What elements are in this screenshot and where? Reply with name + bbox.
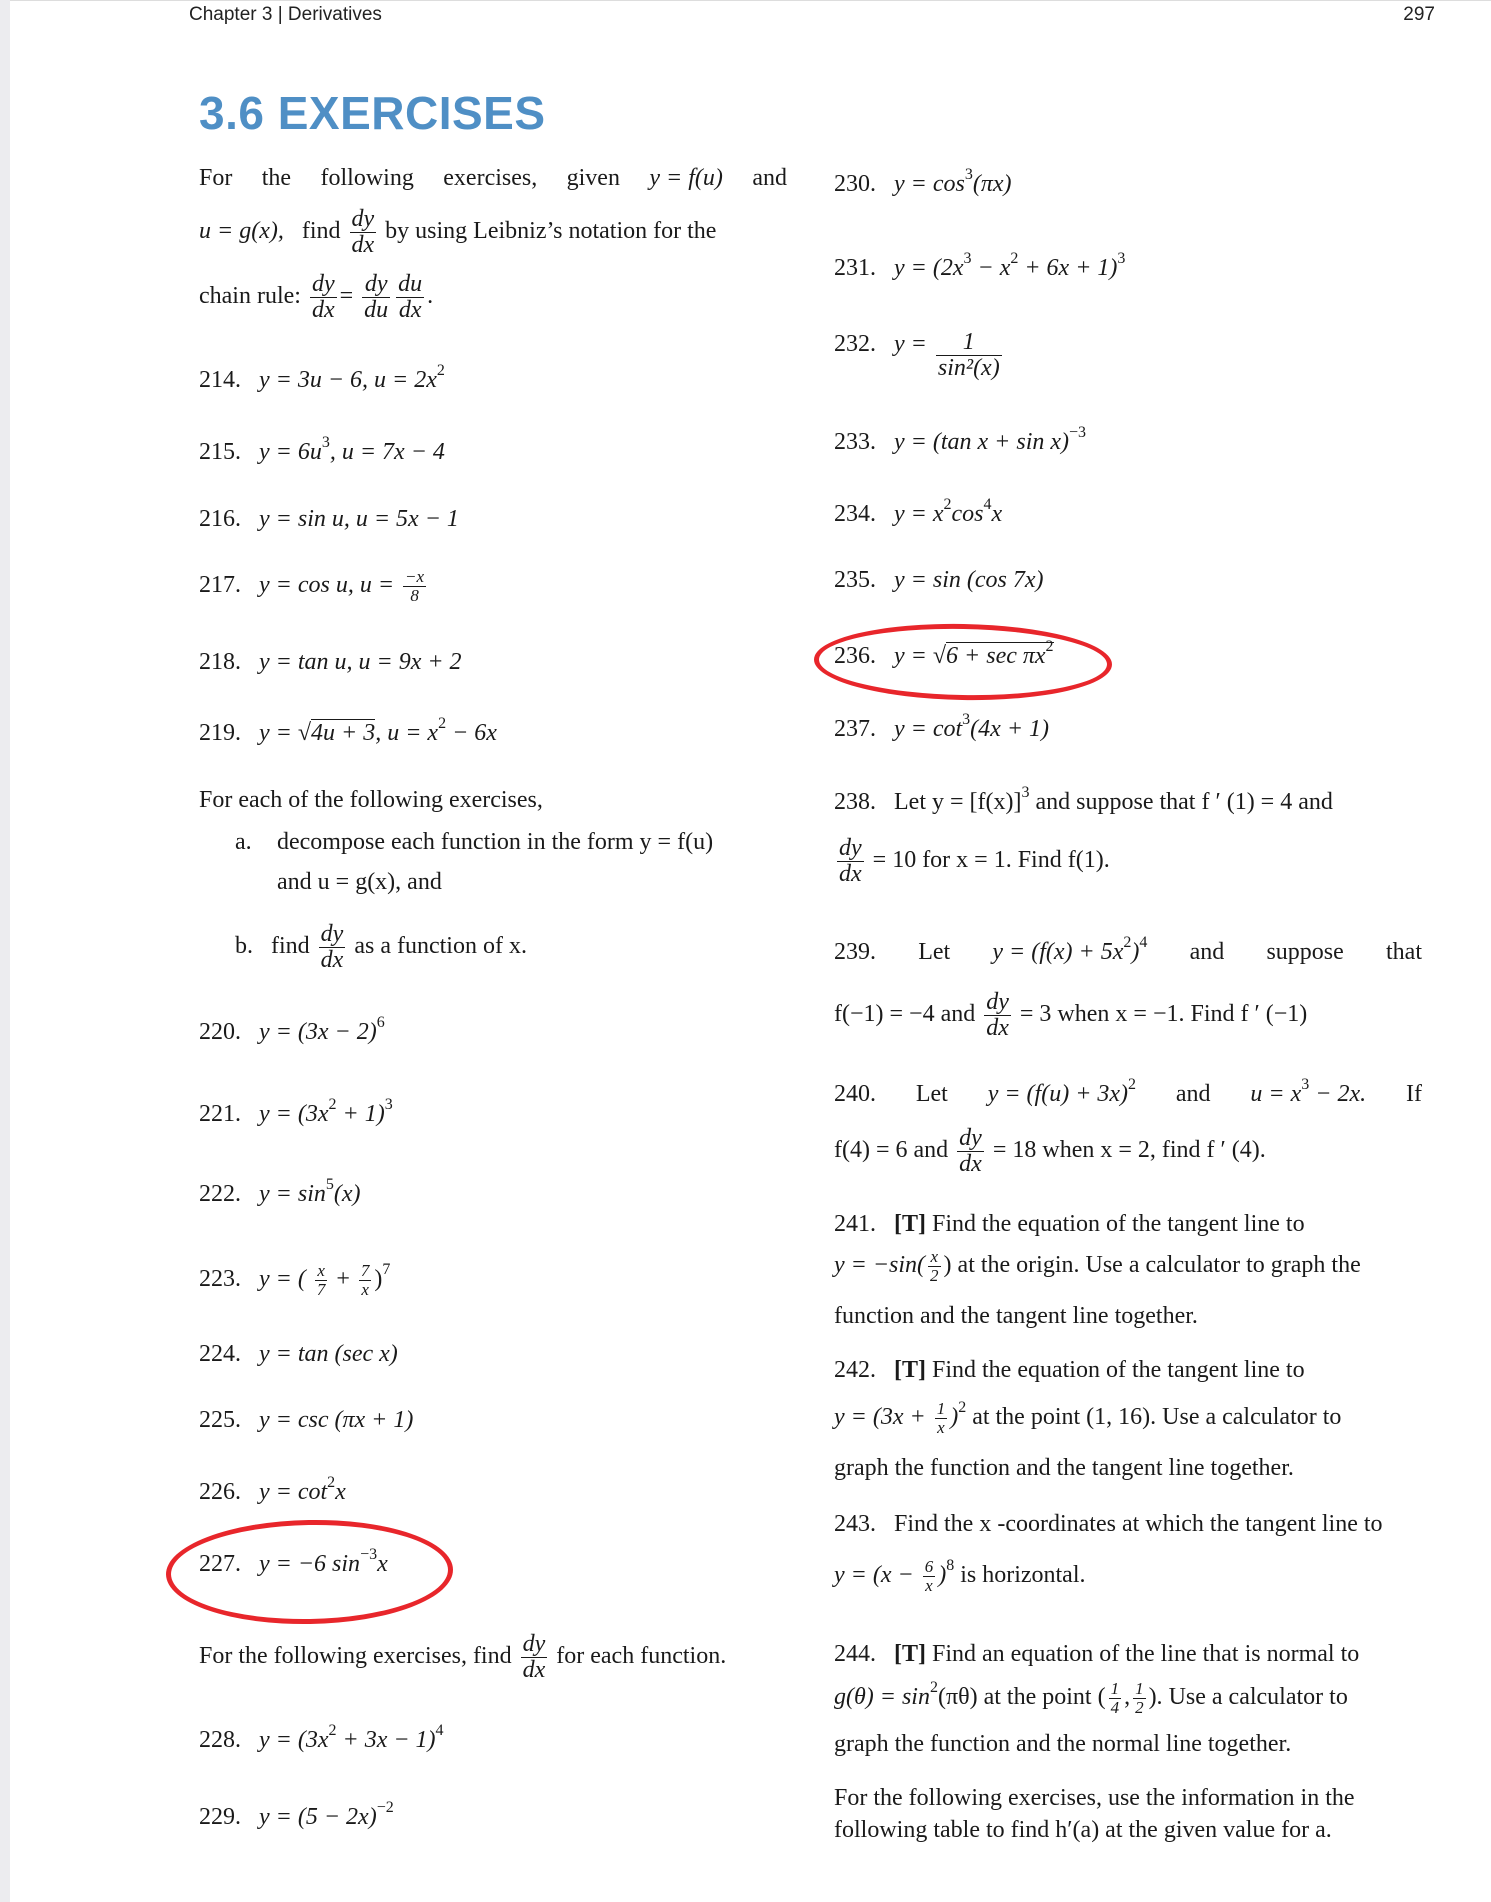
item-a-text2: and u = g(x), and [277, 869, 442, 895]
intro-math: y = f(u) [649, 165, 723, 191]
exercise-number: 235. [834, 567, 876, 593]
exercise-text: Let [918, 939, 951, 965]
exercise-number: 218. [199, 649, 241, 675]
exercise-222 [199, 1176, 361, 1209]
exercise-text: is horizontal. [954, 1561, 1086, 1588]
exercise-241-line3: function and the tangent line together. [834, 1303, 1198, 1329]
exercise-234 [834, 496, 1003, 529]
page-number: 297 [1403, 4, 1435, 25]
exercise-number: 223. [199, 1265, 241, 1292]
intro-word: exercises, [443, 165, 538, 191]
exercise-math: y = (3x + [834, 1403, 932, 1430]
exercise-math: x [377, 1551, 388, 1577]
exercise-text: Find an equation of the line that is normal to [932, 1641, 1360, 1667]
exercise-number: 232. [834, 331, 876, 357]
intro-word: For [199, 165, 233, 191]
exercise-226 [199, 1474, 346, 1507]
exercise-number: 221. [199, 1101, 241, 1127]
exercise-math: y = tan (sec x) [259, 1341, 398, 1367]
exponent: −2 [376, 1799, 394, 1816]
dy-du-fraction: $\frac{dy}{du}$ [364, 271, 389, 324]
exponent: 3 [384, 1096, 393, 1113]
exercise-math: y = 3u − 6, u = 2x [259, 367, 437, 393]
exercise-number: 239. [834, 939, 876, 965]
exercise-text: f(4) = 6 and [834, 1137, 949, 1164]
exercise-number: 240. [834, 1081, 876, 1107]
dy-dx-fraction: $\frac{dy}{dx}$ [986, 989, 1009, 1042]
exponent: 2 [1010, 250, 1019, 267]
dy-dx-fraction: $\frac{dy}{dx}$ [839, 835, 862, 888]
exercise-number: 236. [834, 643, 876, 669]
exercise-241-line1 [834, 1210, 1305, 1239]
exponent: 3 [321, 434, 330, 451]
item-a-text: decompose each function in the form y = f(u) [277, 829, 714, 855]
find-intro-b: for each function. [556, 1643, 727, 1670]
exercise-math: (πx) [972, 171, 1012, 197]
exercise-text: Find the x -coordinates at which the tangent line to [894, 1511, 1383, 1537]
exercise-text: Find the equation of the tangent line to [932, 1211, 1305, 1237]
exercise-math: ) [938, 1561, 947, 1588]
exercise-text: = 18 when x = 2, find f ′ (4). [992, 1137, 1266, 1164]
exponent: 4 [435, 1722, 444, 1739]
exercise-number: 237. [834, 716, 876, 742]
chain-rule-line: chain rule: $\frac{dy}{dx}$ = $\frac{dy}{du}$ $\frac{du}{dx}$ . [199, 271, 434, 324]
exercise-text: Use a calculator to [1168, 1683, 1348, 1710]
exercise-243-line1 [834, 1510, 1383, 1539]
item-b-rest: as a function of x. [354, 933, 527, 960]
exercise-215 [199, 434, 445, 467]
exercise-number: 220. [199, 1019, 241, 1045]
exercise-244-line3: graph the function and the normal line together. [834, 1731, 1292, 1757]
exercise-number: 225. [199, 1407, 241, 1433]
exercise-230 [834, 166, 1012, 199]
header-rule [10, 0, 1491, 1]
exercise-math: $u = x^3 - 2x$. [1250, 1076, 1367, 1107]
exercise-219 [199, 715, 497, 748]
exercise-math: , u = x [375, 720, 439, 746]
exponent: 2 [929, 1678, 938, 1696]
exercise-math: y = (3x [259, 1727, 329, 1753]
exponent: 2 [943, 496, 952, 513]
fraction: $\frac{x}{2}$ [930, 1247, 939, 1285]
exercise-text: ) at the origin. Use a calculator to graph the [943, 1251, 1361, 1278]
exercise-231 [834, 250, 1126, 283]
exercise-math: y = √ [259, 720, 312, 746]
exponent: 3 [963, 250, 972, 267]
exercise-math: y = cos [894, 171, 965, 197]
table-intro-line1: For the following exercises, use the information in the [834, 1785, 1355, 1811]
exercise-math: y = cos u, u = [259, 571, 395, 598]
exercise-239-line2 [834, 990, 1307, 1041]
exercise-math: y = (2x [894, 255, 964, 281]
exercise-238-line1 [834, 784, 1333, 817]
dy-dx-fraction: $\frac{dy}{dx}$ [522, 1631, 546, 1684]
fraction: $\frac{1}{4}$ [1110, 1679, 1120, 1717]
fraction: $\frac{7}{x}$ [360, 1261, 370, 1299]
exercise-math: − x [971, 255, 1011, 281]
fraction: $\frac{1}{2}$ [1135, 1679, 1144, 1717]
exercise-math: y = x [894, 501, 944, 527]
running-header: Chapter 3 | Derivatives [189, 4, 382, 25]
exercise-math: y = sin u, u = 5x − 1 [259, 506, 459, 532]
intro-find: find [301, 218, 341, 245]
intro-word: the [261, 165, 292, 191]
exponent: 2 [958, 1398, 967, 1416]
exercise-number: 224. [199, 1341, 241, 1367]
exercise-number: 227. [199, 1551, 241, 1577]
exponent: 2 [436, 362, 445, 379]
exercise-242-line3: graph the function and the tangent line together. [834, 1455, 1294, 1481]
table-intro-line2: following table to find h′(a) at the given value for a. [834, 1817, 1332, 1843]
fraction: $\frac{x}{7}$ [316, 1261, 326, 1299]
exponent: 7 [382, 1260, 391, 1278]
exercise-238-line2 [834, 836, 1110, 887]
dy-dx-fraction: $\frac{dy}{dx}$ [351, 206, 375, 259]
intro-word: following [320, 165, 414, 191]
exercise-number: 214. [199, 367, 241, 393]
exercise-text: Let [915, 1081, 948, 1107]
exercise-math: y = csc (πx + 1) [259, 1407, 414, 1433]
exercise-text: that [1386, 939, 1422, 965]
exercise-math: y = −6 sin [259, 1551, 361, 1577]
exercise-math: y = (x − [834, 1561, 920, 1588]
exercise-214 [199, 362, 445, 395]
exercise-math: x [991, 501, 1003, 527]
exercise-217 [199, 568, 429, 605]
item-b-find: find [271, 933, 310, 960]
exercise-text: Find the equation of the tangent line to [932, 1357, 1305, 1383]
exercise-text: suppose [1266, 939, 1344, 965]
exercise-242-line2 [834, 1400, 1341, 1437]
exponent: 3 [964, 166, 973, 183]
exponent: −3 [360, 1546, 378, 1563]
exercise-math: , u = 7x − 4 [329, 439, 445, 465]
exercise-number: 217. [199, 571, 241, 598]
intro-line-2 [199, 207, 716, 258]
exercise-math: ) [950, 1403, 959, 1430]
exercise-number: 244. [834, 1641, 876, 1667]
exercise-number: 219. [199, 720, 241, 746]
exponent: 2 [1045, 638, 1054, 655]
radicand: $6 + \sec \pi x^2$ [946, 638, 1054, 669]
exponent: 2 [328, 1096, 337, 1113]
du-dx-fraction: $\frac{du}{dx}$ [398, 271, 423, 324]
radicand: 4u + 3 [311, 720, 376, 746]
fraction: $\frac{1}{x}$ [936, 1399, 946, 1437]
exercise-240-line2 [834, 1126, 1266, 1177]
exponent: −3 [1069, 424, 1087, 441]
exponent: 2 [328, 1722, 337, 1739]
exercise-number: 234. [834, 501, 876, 527]
exercise-text: at the point (1, 16). Use a calculator to [966, 1403, 1342, 1430]
exercise-math: y = −sin( [834, 1251, 926, 1278]
exercise-224 [199, 1340, 398, 1369]
exercise-math: + [330, 1265, 356, 1292]
exercise-text: (πθ) at the point [937, 1683, 1092, 1710]
exercise-math: y = cot [894, 716, 963, 742]
exercise-243-line2 [834, 1558, 1086, 1595]
exercise-229 [199, 1799, 394, 1832]
exponent: 2 [438, 715, 447, 732]
exponent: 4 [983, 496, 992, 513]
exercise-text: = 3 when x = −1. Find f ′ (−1) [1019, 1001, 1308, 1028]
exercise-number: 231. [834, 255, 876, 281]
exponent: 8 [946, 1556, 955, 1574]
tech-tag: [T] [894, 1357, 926, 1383]
exercise-math: y = sin [259, 1181, 326, 1207]
exercise-math: $y = (f(u) + 3x)^2$ [987, 1076, 1137, 1107]
exercise-math: cos [951, 501, 984, 527]
exercise-228 [199, 1722, 444, 1755]
exponent: 3 [962, 711, 971, 728]
exercise-237 [834, 711, 1050, 744]
exercise-math: (4x + 1) [970, 716, 1050, 742]
exercise-math: y = (5 − 2x) [259, 1804, 377, 1830]
exercise-225 [199, 1406, 413, 1435]
exercise-text: Let y = [f(x)] [894, 789, 1022, 815]
exercise-math: y = 6u [259, 439, 322, 465]
exercise-math: + 6x + 1) [1018, 255, 1118, 281]
chain-label: chain rule: [199, 283, 301, 310]
exercise-math: g(θ) = sin [834, 1683, 930, 1710]
intro-rest: by using Leibniz’s notation for the [385, 218, 717, 245]
exercise-number: 216. [199, 506, 241, 532]
exponent: 3 [1117, 250, 1126, 267]
exercise-number: 228. [199, 1727, 241, 1753]
intro-word: and [752, 165, 787, 191]
exercise-232 [834, 330, 1005, 381]
exercise-242-line1 [834, 1356, 1305, 1385]
exercise-math: $y = (f(x) + 5x^2)^4$ [992, 934, 1148, 965]
item-b-line [235, 922, 527, 973]
tech-tag: [T] [894, 1641, 926, 1667]
exercise-240-line1 [834, 1076, 1422, 1109]
exercise-241-line2 [834, 1248, 1361, 1285]
exercise-text: f(−1) = −4 and [834, 1001, 976, 1028]
exercise-244-line2: $g(\theta) = \sin^2(\pi\theta)$ at the point ( $\frac{1}{4}$ , $\frac{1}{2}$ ). Use a calculator to [834, 1678, 1348, 1717]
page-gutter [0, 0, 10, 1902]
exercise-math: y = (3x [259, 1101, 329, 1127]
exercise-239-line1 [834, 934, 1422, 967]
exercise-text: If [1406, 1081, 1422, 1107]
exercise-math: y = sin (cos 7x) [894, 567, 1044, 593]
exercise-math: y = tan u, u = 9x + 2 [259, 649, 462, 675]
exercise-text: and [1189, 939, 1225, 965]
exercise-math: y = √ [894, 643, 947, 669]
exercise-221 [199, 1096, 393, 1129]
item-a-label: a. [235, 829, 252, 855]
exercise-number: 226. [199, 1479, 241, 1505]
exercise-220 [199, 1014, 385, 1047]
exercise-number: 215. [199, 439, 241, 465]
exercise-text: = 10 for x = 1. Find f(1). [872, 847, 1110, 874]
exercise-244-line1 [834, 1640, 1359, 1669]
fraction: $\frac{-x}{8}$ [405, 567, 425, 605]
exercise-text: and suppose that f ′ (1) = 4 and [1029, 789, 1333, 815]
exercise-number: 230. [834, 171, 876, 197]
exercise-math: y = (3x − 2) [259, 1019, 377, 1045]
exercise-number: 238. [834, 789, 876, 815]
find-intro-a: For the following exercises, find [199, 1643, 512, 1670]
exercise-number: 229. [199, 1804, 241, 1830]
fraction: $\frac{1}{\text{sin²(x)}}$ [937, 329, 1000, 382]
exercise-math: − 6x [446, 720, 497, 746]
exercise-math: y = [894, 331, 927, 357]
exercise-number: 243. [834, 1511, 876, 1537]
exponent: 2 [327, 1474, 336, 1491]
intro-word: given [566, 165, 620, 191]
exercise-math: y = cot [259, 1479, 328, 1505]
exercise-number: 242. [834, 1357, 876, 1383]
each-intro: For each of the following exercises, [199, 787, 543, 813]
exercise-218 [199, 648, 462, 677]
exponent: 6 [376, 1014, 385, 1031]
exercise-math: (x) [333, 1181, 361, 1207]
find-intro [199, 1632, 726, 1683]
dy-dx-fraction: $\frac{dy}{dx}$ [959, 1125, 982, 1178]
exponent: 5 [325, 1176, 334, 1193]
exercise-number: 241. [834, 1211, 876, 1237]
exercise-math: x [335, 1479, 346, 1505]
exercise-number: 222. [199, 1181, 241, 1207]
fraction: $\frac{6}{x}$ [924, 1557, 934, 1595]
section-title: 3.6 EXERCISES [199, 87, 546, 139]
exercise-math: + 3x − 1) [336, 1727, 436, 1753]
exercise-math: y = ( [259, 1265, 306, 1292]
exercise-math: ) [374, 1265, 383, 1292]
dy-dx-fraction: $\frac{dy}{dx}$ [311, 271, 335, 324]
exercise-223 [199, 1262, 390, 1299]
intro-line-1 [199, 164, 787, 193]
dy-dx-fraction: $\frac{dy}{dx}$ [320, 921, 344, 974]
exercise-216 [199, 505, 459, 534]
exercise-text: and [1175, 1081, 1211, 1107]
item-b-label: b. [235, 933, 253, 960]
exercise-233 [834, 424, 1087, 457]
tech-tag: [T] [894, 1211, 926, 1237]
intro-u: u = g(x), [199, 218, 284, 245]
exercise-235 [834, 566, 1043, 595]
exercise-math: y = (tan x + sin x) [894, 429, 1070, 455]
exercise-math: + 1) [336, 1101, 385, 1127]
exponent: 3 [1021, 784, 1030, 801]
exercise-number: 233. [834, 429, 876, 455]
